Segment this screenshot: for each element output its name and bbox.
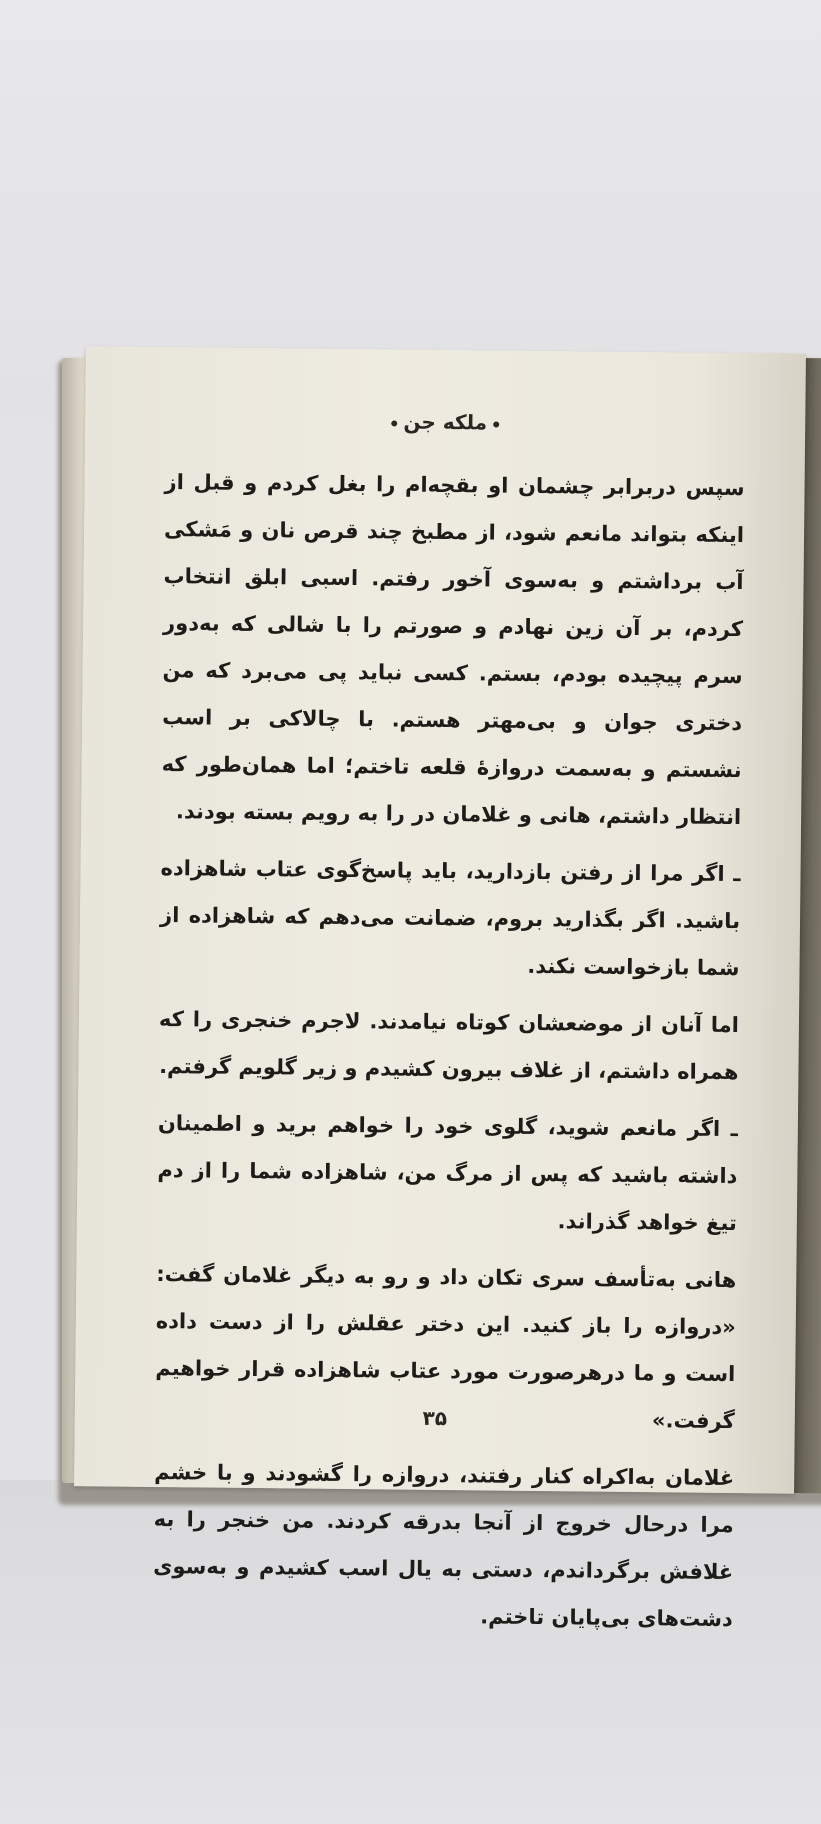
dialogue-paragraph: ـ اگر مانعم شوید، گلوی خود را خواهم برید و اطمینان داشته باشید که پس از مرگ من، شاهزاده شما را از دم تیغ خواهد گذراند. [157, 1111, 738, 1236]
running-head-title: ملکه جن [403, 409, 488, 435]
paragraph: اما آنان از موضعشان کوتاه نیامدند. لاجرم خنجری را که همراه داشتم، از غلاف بیرون کشیدم و زیر گلویم گرفتم. [158, 1007, 740, 1085]
ornament-dot-icon [391, 420, 397, 426]
dialogue-paragraph: ـ اگر مرا از رفتن بازدارید، باید پاسخ‌گوی عتاب شاهزاده باشید. اگر بگذارید بروم، ضمانت می‌دهم که شاهزاده از شما بازخواست نکند. [159, 856, 741, 981]
paragraph: غلامان به‌اکراه کنار رفتند، دروازه را گشودند و با خشم مرا درحال خروج از آنجا بدرقه کردند. من خنجر را به غلافش برگرداندم، دستی به یال اسب کشیدم و به‌سوی دشت‌های بی‌پایان تاختم. [153, 1460, 735, 1632]
running-head [85, 406, 805, 438]
book-page [74, 346, 806, 1632]
page-number: ۳۵ [422, 1405, 448, 1431]
paragraph: سپس دربرابر چشمان او بقچه‌ام را بغل کردم و قبل از اینکه بتواند مانعم شود، از مطبخ چند قرص نان و مَشکی آب برداشتم و به‌سوی آخور رفتم. اسبی ابلق انتخاب کردم، بر آن زین نهادم و صورتم را با شالی که به‌دور سرم پیچیده بودم، بستم. کسی نباید پی می‌برد که من دختری جوان و بی‌مهتر هستم. با چالاکی بر اسب نشستم و به‌سمت دروازهٔ قلعه تاختم؛ اما همان‌طور که انتظار داشتم، هانی و غلامان در را به رویم بسته بودند. [161, 470, 745, 830]
ornament-dot-icon [493, 421, 499, 427]
paragraph: هانی به‌تأسف سری تکان داد و رو به دیگر غلامان گفت: «دروازه را باز کنید. این دختر عقلش را از دست داده است و ما درهرصورت مورد عتاب شاهزاده قرار خواهیم گرفت.» [155, 1262, 737, 1434]
page-body [152, 459, 744, 1653]
